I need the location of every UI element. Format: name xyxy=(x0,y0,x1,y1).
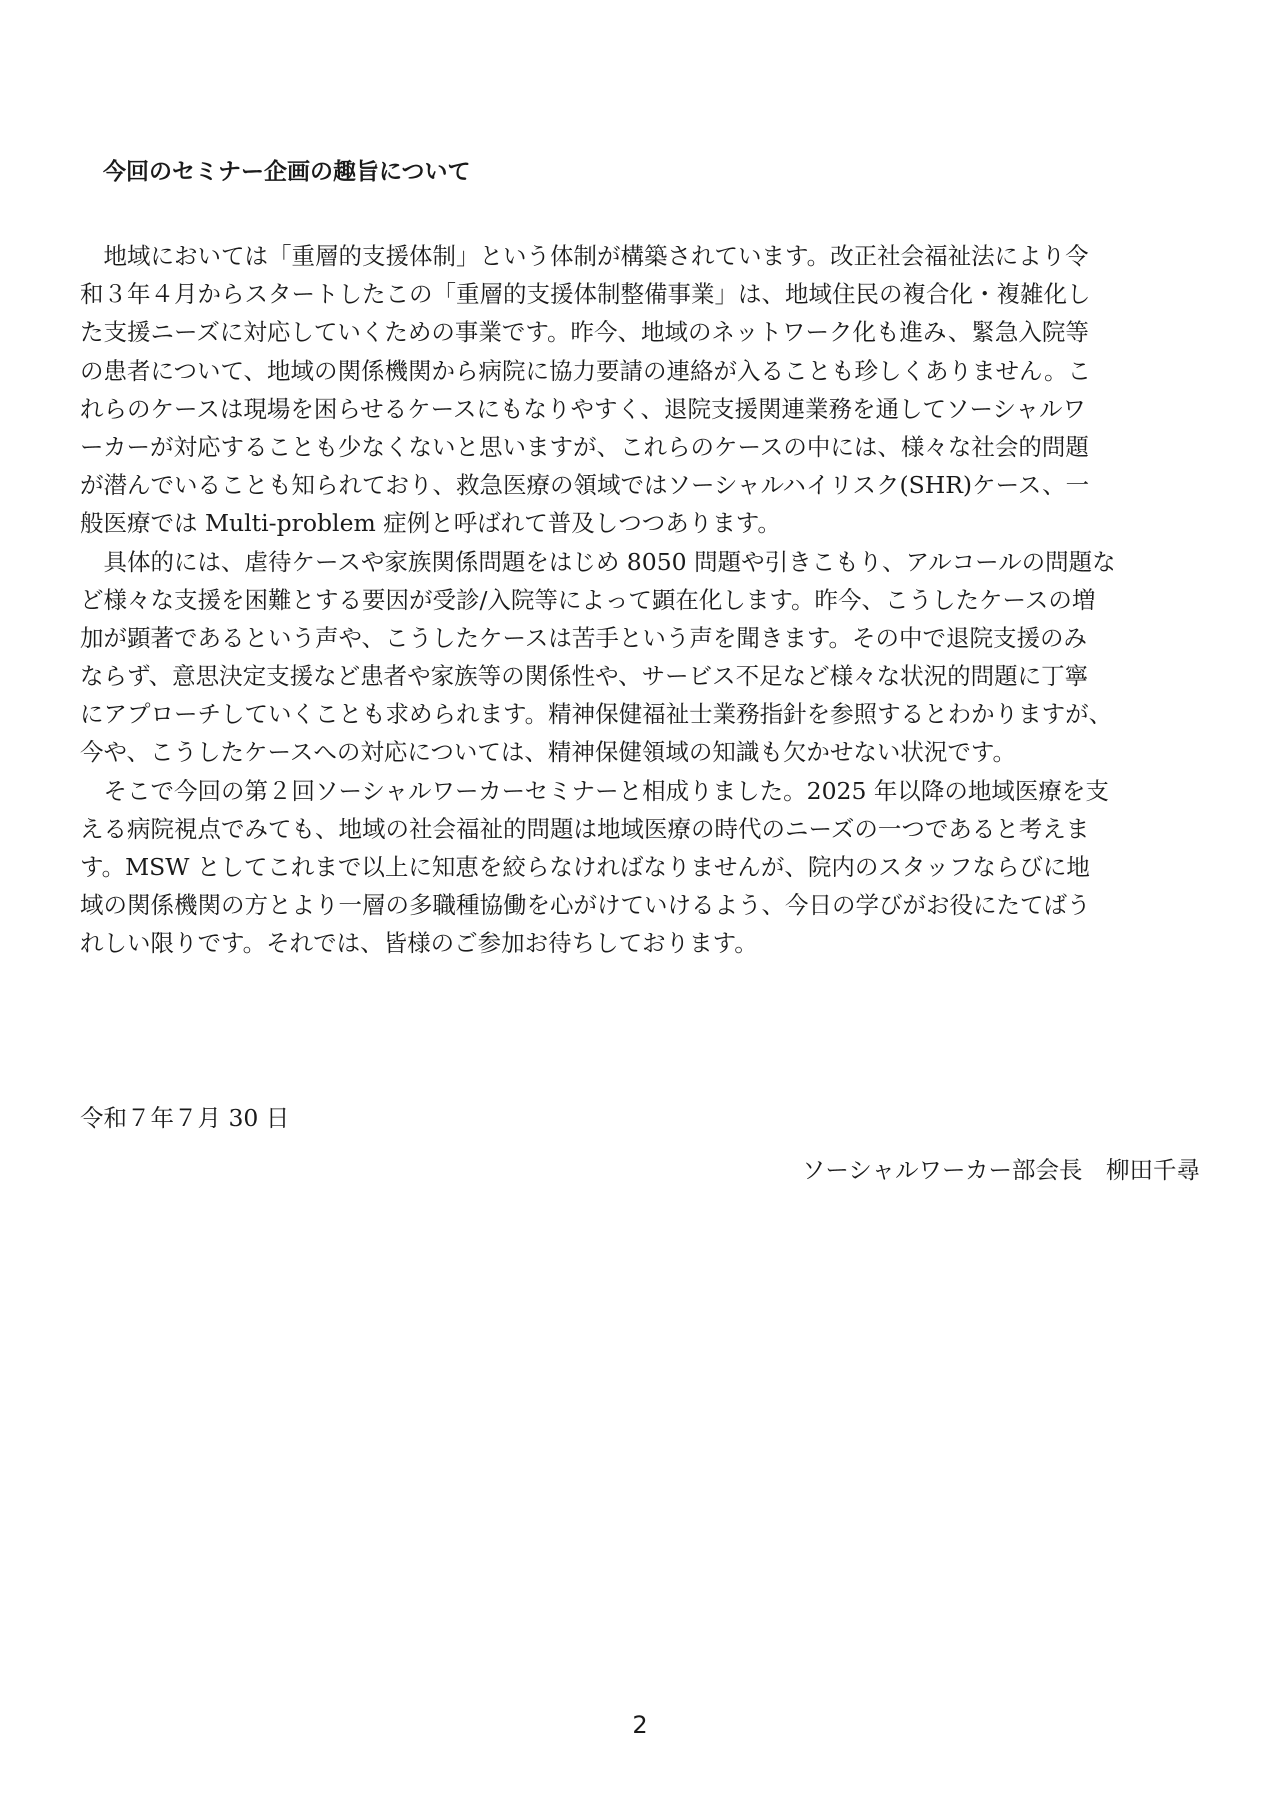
body-line: 今や、こうしたケースへの対応については、精神保健領域の知識も欠かせない状況です。 xyxy=(80,738,1017,767)
body-line: の患者について、地域の関係機関から病院に協力要請の連絡が入ることも珍しくありません。こ xyxy=(80,356,1091,385)
body-line: が潜んでいることも知られており、救急医療の領域ではソーシャルハイリスク(SHR)ケース、一 xyxy=(80,471,1090,500)
body-text xyxy=(80,237,1220,963)
body-line: 加が顕著であるという声や、こうしたケースは苦手という声を聞きます。その中で退院支援のみ xyxy=(80,623,1087,652)
body-line: 具体的には、虐待ケースや家族関係問題をはじめ 8050 問題や引きこもり、アルコールの問題な xyxy=(80,547,1116,576)
body-line: 和３年４月からスタートしたこの「重層的支援体制整備事業」は、地域住民の複合化・複雑化し xyxy=(80,280,1091,309)
body-line: える病院視点でみても、地域の社会福祉的問題は地域医療の時代のニーズの一つであると考えま xyxy=(80,814,1090,843)
body-line: れしい限りです。それでは、皆様のご参加お待ちしております。 xyxy=(80,929,758,958)
body-line: 域の関係機関の方とより一層の多職種協働を心がけていけるよう、今日の学びがお役にたてばう xyxy=(80,891,1091,920)
page-number: 2 xyxy=(632,1711,648,1739)
body-line: 地域においては「重層的支援体制」という体制が構築されています。改正社会福祉法により令 xyxy=(80,242,1089,270)
body-line: ーカーが対応することも少なくないと思いますが、これらのケースの中には、様々な社会的問題 xyxy=(80,432,1089,461)
body-line: れらのケースは現場を困らせるケースにもなりやすく、退院支援関連業務を通してソーシャルワ xyxy=(80,394,1087,423)
body-line: す。MSW としてこれまで以上に知恵を絞らなければなりませんが、院内のスタッフならびに地 xyxy=(80,853,1090,881)
body-line: た支援ニーズに対応していくための事業です。昨今、地域のネットワーク化も進み、緊急入院等 xyxy=(80,318,1089,347)
page-title: 今回のセミナー企画の趣旨について xyxy=(103,159,471,185)
body-line: ど様々な支援を困難とする要因が受診/入院等によって顕在化します。昨今、こうしたケースの増 xyxy=(80,585,1096,614)
body-line: そこで今回の第２回ソーシャルワーカーセミナーと相成りました。2025 年以降の地域医療を支 xyxy=(80,776,1109,805)
body-line: 般医療では Multi‐problem 症例と呼ばれて普及しつつあります。 xyxy=(80,509,781,538)
body-line: にアプローチしていくことも求められます。精神保健福祉士業務指針を参照するとわかりますが、 xyxy=(80,700,1113,729)
body-line: ならず、意思決定支援など患者や家族等の関係性や、サービス不足など様々な状況的問題に丁寧 xyxy=(80,662,1089,691)
document-date: 令和７年７月 30 日 xyxy=(80,1104,290,1132)
author-signature: ソーシャルワーカー部会長 柳田千尋 xyxy=(801,1156,1200,1184)
